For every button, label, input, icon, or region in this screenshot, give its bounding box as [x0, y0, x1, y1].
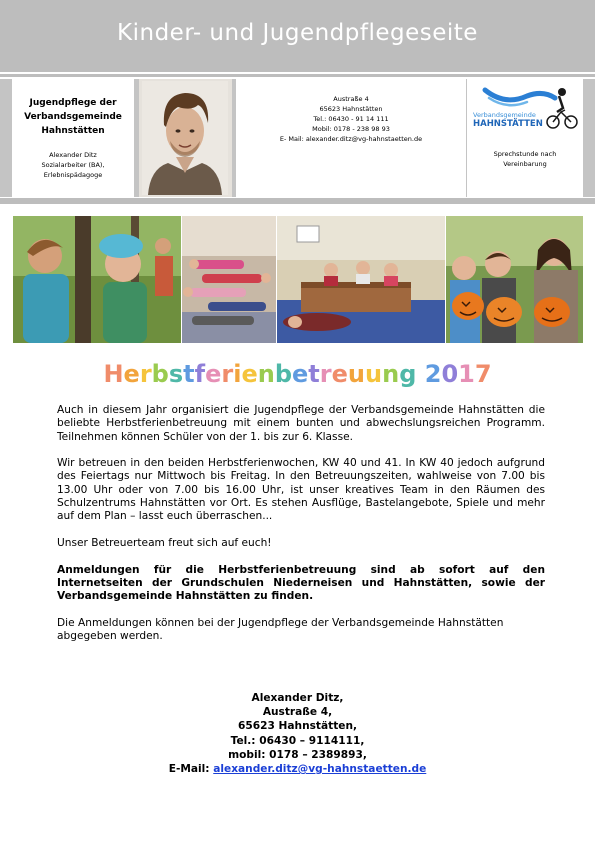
organization-line: Verbandsgemeinde	[24, 112, 122, 122]
signature-email-label: E-Mail:	[168, 763, 210, 776]
headline-letter: 0	[441, 360, 459, 388]
organization-line: Hahnstätten	[41, 126, 105, 136]
page-banner	[0, 0, 595, 72]
headline-letter: b	[274, 360, 293, 388]
headline-letter	[416, 360, 424, 388]
address-city: 65623 Hahnstätten	[319, 105, 383, 113]
paragraph-team: Unser Betreuerteam freut sich auf euch!	[57, 536, 272, 549]
signature-block	[0, 691, 595, 776]
person-role: Erlebnispädagoge	[43, 171, 103, 179]
organization-name	[12, 96, 134, 138]
headline-letter: t	[183, 360, 195, 388]
logo-cell	[467, 79, 583, 197]
contact-block	[236, 94, 466, 144]
headline-letter: 1	[458, 360, 475, 388]
contact-header	[0, 79, 595, 197]
signature-mobile: mobil: 0178 – 2389893,	[228, 748, 367, 761]
headline	[0, 360, 595, 388]
mobile-number: Mobil: 0178 - 238 98 93	[312, 125, 390, 133]
headline-letter: 2	[424, 360, 442, 388]
paragraph-registration: Anmeldungen für die Herbstferienbetreuung sind ab sofort auf den Internetseiten der Grundschulen Niederneisen und Hahnstätten, sowie der Verbandsgemeinde Hahnstätten zu finden.	[57, 563, 545, 603]
signature-email-link[interactable]: alexander.ditz@vg-hahnstaetten.de	[213, 763, 427, 776]
paragraph-submission: Die Anmeldungen können bei der Jugendpflege der Verbandsgemeinde Hahnstätten abgegeben werden.	[57, 616, 504, 643]
signature-phone: Tel.: 06430 – 9114111,	[230, 734, 365, 747]
headline-text	[103, 360, 491, 388]
verbandsgemeinde-logo	[471, 82, 579, 138]
headline-letter: g	[399, 360, 417, 388]
organization-cell	[12, 79, 134, 197]
article-body	[57, 404, 545, 657]
headline-letter: i	[233, 360, 242, 388]
banner-divider	[0, 74, 595, 77]
headline-letter: t	[308, 360, 320, 388]
paragraph-schedule: Wir betreuen in den beiden Herbstferienwochen, KW 40 und 41. In KW 40 jedoch aufgrund des Feiertags nur Mittwoch bis Freitag. In den Betreuungszeiten, wahlweise von 7.00 bis 13.00 Uhr oder von 7.00 bis 16.00 Uhr, ist unser kreatives Team in den Räumen des Schulzentrums Hahnstätten vor Ort. Es stehen Ausflüge, Bastelangebote, Spiele und mehr auf dem Plan – lasst euch überraschen...	[57, 457, 545, 523]
photo-floor-game	[182, 216, 276, 343]
person-name: Alexander Ditz	[49, 151, 97, 159]
headline-letter: e	[205, 360, 222, 388]
logo-text-small: Verbandsgemeinde	[473, 111, 536, 119]
headline-letter: u	[347, 360, 365, 388]
portrait-cell	[139, 79, 232, 197]
headline-letter: s	[168, 360, 184, 388]
signature-street: Austraße 4,	[262, 706, 333, 719]
organization-line: Jugendpflege der	[29, 98, 117, 108]
person-role: Sozialarbeiter (BA),	[41, 161, 105, 169]
headline-letter: H	[103, 360, 124, 388]
headline-letter: n	[382, 360, 400, 388]
headline-letter: r	[319, 360, 332, 388]
headline-letter: u	[365, 360, 383, 388]
office-hours	[467, 149, 583, 169]
email-address[interactable]: E- Mail: alexander.ditz@vg-hahnstaetten.de	[279, 135, 423, 143]
signature-email-row	[0, 762, 595, 776]
signature-name: Alexander Ditz,	[251, 692, 344, 704]
photo-collage	[13, 216, 583, 343]
headline-letter: r	[139, 360, 152, 388]
headline-letter: e	[331, 360, 348, 388]
headline-letter: e	[123, 360, 140, 388]
headline-letter: b	[151, 360, 169, 388]
headline-letter: n	[257, 360, 275, 388]
phone-number: Tel.: 06430 - 91 14 111	[313, 115, 389, 123]
header-divider	[0, 198, 595, 204]
office-hours-line: Vereinbarung	[503, 160, 547, 168]
headline-letter: e	[292, 360, 309, 388]
headline-letter: e	[241, 360, 258, 388]
address-street: Austraße 4	[333, 95, 369, 103]
signature-city: 65623 Hahnstätten,	[237, 720, 358, 733]
headline-letter: f	[194, 360, 206, 388]
page-title: Kinder- und Jugendpflegeseite	[117, 20, 478, 46]
portrait-photo	[142, 81, 228, 195]
photo-forest-kids	[13, 216, 181, 343]
paragraph-intro: Auch in diesem Jahr organisiert die Jugendpflege der Verbandsgemeinde Hahnstätten die beliebte Herbstferienbetreuung mit einem bunten und abwechslungsreichen Programm. Teilnehmen können Schüler von der 1. bis zur 6. Klasse.	[57, 404, 545, 443]
address-cell	[236, 79, 466, 197]
headline-letter: 7	[474, 360, 492, 388]
photo-gym-kids	[277, 216, 445, 343]
headline-letter: r	[221, 360, 234, 388]
logo-text-large: HAHNSTÄTTEN	[473, 119, 543, 129]
person-details	[12, 150, 134, 180]
photo-pumpkin-kids	[446, 216, 583, 343]
office-hours-line: Sprechstunde nach	[493, 150, 557, 158]
